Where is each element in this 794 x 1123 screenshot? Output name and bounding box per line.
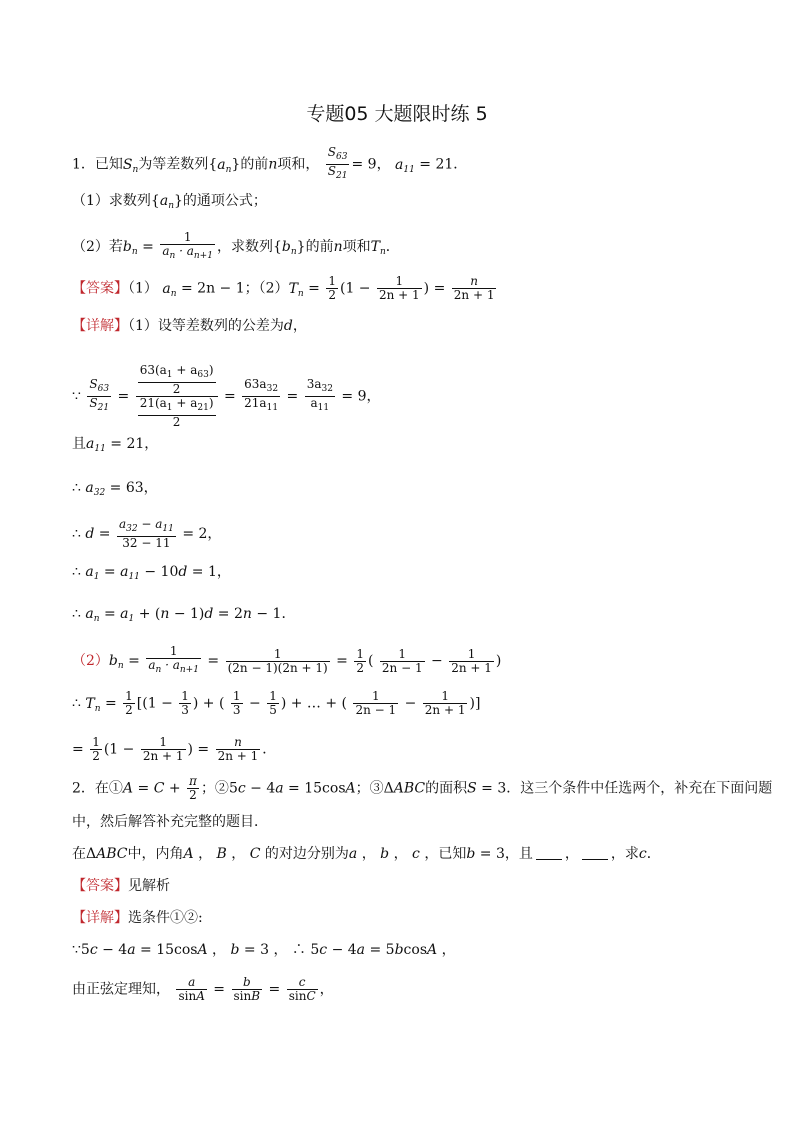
q2-stem-line2: 中，然后解答补充完整的题目． xyxy=(72,814,268,830)
q1-step1: 且$a_{11} = 21$， xyxy=(72,436,159,454)
q1-stem: 1．已知$S_n$为等差数列$\{a_n\}$的前n项和， $\frac{S_{63}}{S_{21}}$ = 9， $a_{11} = 21$． xyxy=(72,145,468,181)
q1-step5: ∴ $a_n = a_1 + (n - 1)d = 2n - 1$． xyxy=(72,606,296,624)
q1-step3: ∴ d = $\frac{a_{32} - a_{11}}{32 - 11}$ = 2， xyxy=(72,517,222,550)
q2-step1: ∵5c − 4a = 15cosA ， b = 3 ， ∴ 5c − 4a = 5bcosA ， xyxy=(72,942,456,958)
detail-label: 【详解】 xyxy=(72,318,128,334)
q2-answer: 【答案】见解析 xyxy=(72,878,170,894)
answer-label: 【答案】 xyxy=(72,280,128,297)
q1-step4: ∴ $a_1 = a_{11} - 10d = 1$， xyxy=(72,564,231,582)
page-title: 专题05 大题限时练 5 xyxy=(306,103,488,125)
q2-step2: 由正弦定理知， $\frac{a}{\sin A}$ = $\frac{b}{\sin B}$ = $\frac{c}{\sin C}$ ， xyxy=(72,975,334,1003)
q1-part2-solution: $(2)b_n$ = $\frac{1}{a_n \cdot a_{n+1}}$ = $\frac{1}{(2n - 1)(2n + 1)}$ = $\frac{1}{2}$ ( $\frac{1}{2n - 1}$ − $\frac{1}{2n + 1}$ ) xyxy=(72,644,502,675)
q1-answer: 【答案】（1） $a_n = 2n - 1$；$(2)T_n$ = $\frac{1}{2}$ (1 − $\frac{1}{2n + 1}$ ) = $\frac{n}{2n + 1}$ xyxy=(72,274,495,302)
q1-result: = $\frac{1}{2}$ (1 − $\frac{1}{2n + 1}$ ) = $\frac{n}{2n + 1}$ ． xyxy=(72,735,277,763)
q1-sum: ∴ $T_n$ = $\frac{1}{2}$ [(1 − $\frac{1}{3}$ ) + ( $\frac{1}{3}$ − $\frac{1}{5}$ ) + … + ( $\frac{1}{2n - 1}$ − $\frac{1}{2n + 1}$ )] xyxy=(72,689,481,717)
blank-1 xyxy=(536,845,562,860)
q2-stem: 2．在①A = C + $\frac{\pi}{2}$ ；②5c − 4a = 15cosA；③ΔABC的面积S = 3．这三个条件中任选两个，补充在下面问题 xyxy=(72,774,773,802)
blank-2 xyxy=(582,845,608,860)
q1-part2: （2）若$b_n$ = $\frac{1}{a_n \cdot a_{n+1}}$ ，求数列$\{b_n\}$的前n项和$T_n$． xyxy=(72,230,400,261)
q2-detail: 【详解】选条件①②: xyxy=(72,910,203,926)
q2-stem-line3: 在ΔABC中，内角A ， B ， C 的对边分别为a ， b ， c ，已知b = 3，且 ， ，求c． xyxy=(72,846,661,862)
q1-ratio-derivation: ∵ $\frac{S_{63}}{S_{21}}$ = $\frac{\frac{63(a_1 + a_{63})}{2}}{\frac{21(a_1 + a_{21})}{2}}$ = $\frac{63a_{32}}{21a_{11}}$ = $\frac{3a_{32}}{a_{11}}$ = 9， xyxy=(72,363,381,429)
q1-detail: 【详解】（1）设等差数列的公差为d， xyxy=(72,318,307,334)
q1-step2: ∴ $a_{32} = 63$， xyxy=(72,480,158,498)
q1-part1: （1）求数列$\{a_n\}$的通项公式； xyxy=(72,193,267,211)
